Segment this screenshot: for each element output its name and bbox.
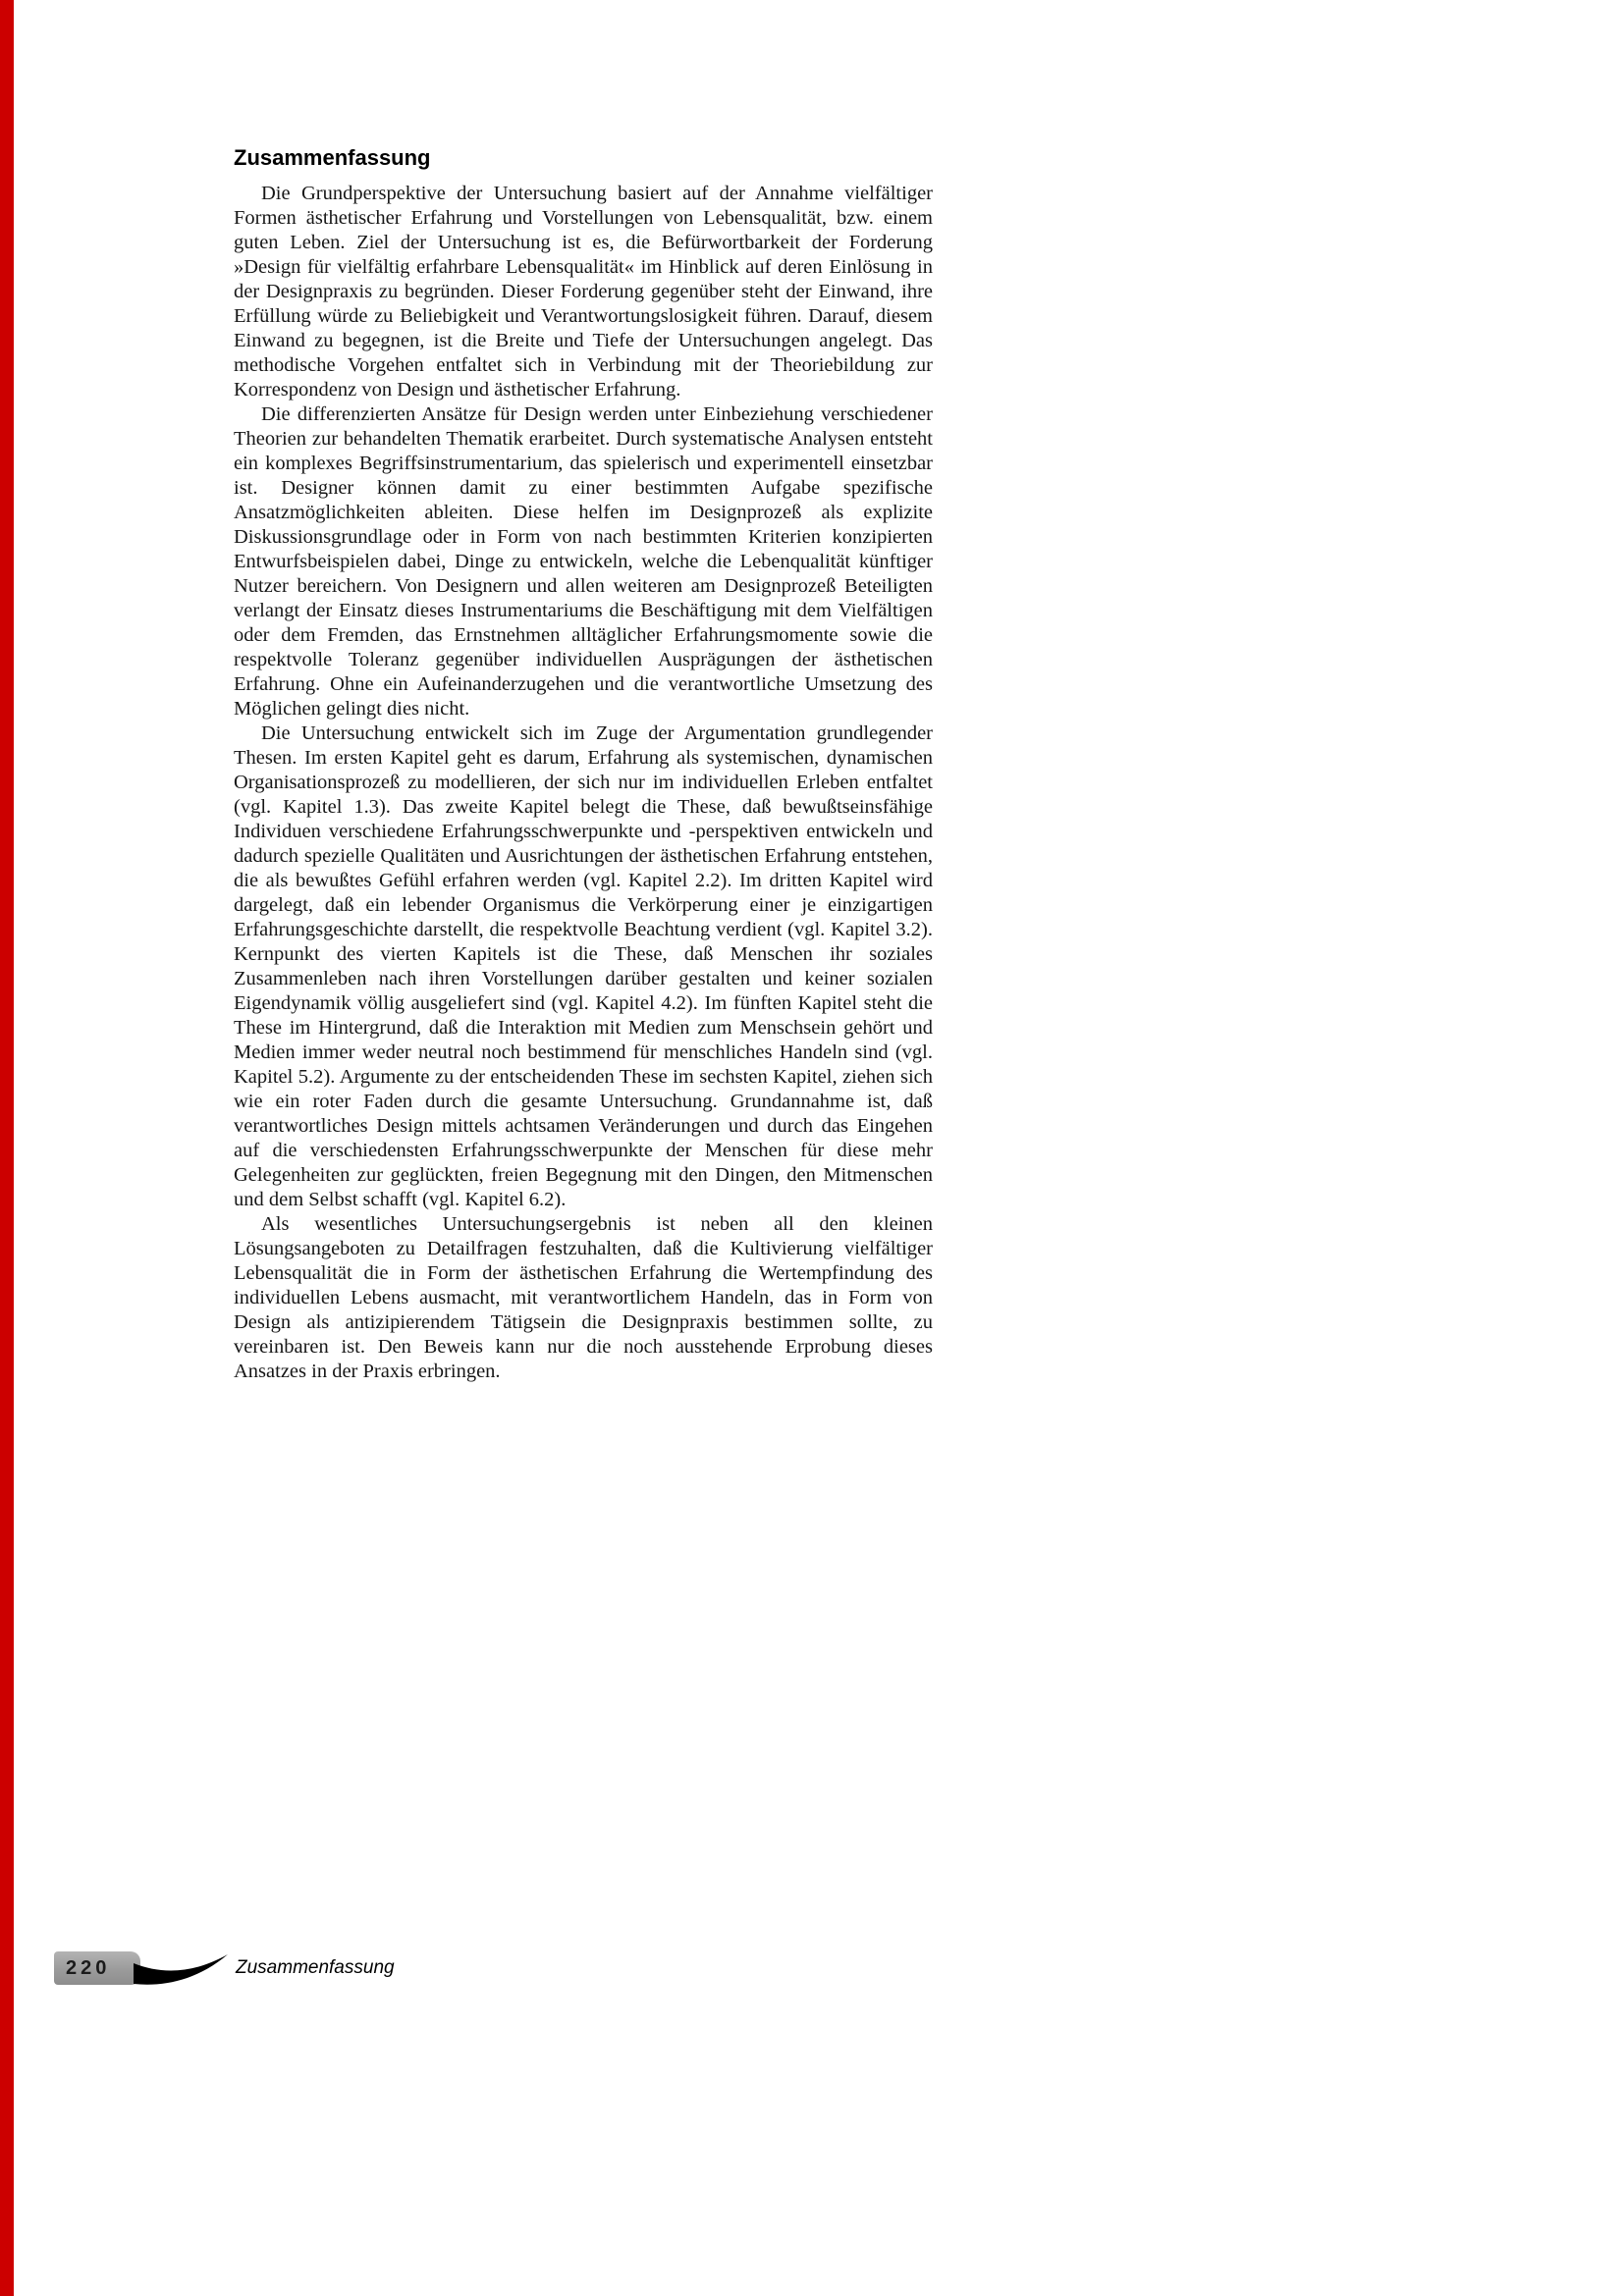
footer-swoosh-icon	[134, 1949, 230, 1989]
body-paragraph: Die Grundperspektive der Untersuchung basiert auf der Annahme vielfältiger Formen ästhetischer Erfahrung und Vorstellungen von Lebensqualität, bzw. einem guten Leben. Ziel der Untersuchung ist es, die Befürwortbarkeit der Forderung »Design für vielfältig erfahrbare Lebensqualität« im Hinblick auf deren Einlösung in der Designpraxis zu begründen. Dieser Forderung gegenüber steht der Einwand, ihre Erfüllung würde zu Beliebigkeit und Verantwortungslosigkeit führen. Darauf, diesem Einwand zu begegnen, ist die Breite und Tiefe der Untersuchungen angelegt. Das methodische Vorgehen entfaltet sich in Verbindung mit der Theoriebildung zur Korrespondenz von Design und ästhetischer Erfahrung.	[234, 183, 933, 400]
summary-page-content	[234, 145, 933, 1384]
body-paragraph: Die differenzierten Ansätze für Design werden unter Einbeziehung verschiedener Theorien zur behandelten Thematik erarbeitet. Durch systematische Analysen entsteht ein komplexes Begriffsinstrumentarium, das spielerisch und experimentell einsetzbar ist. Designer können damit zu einer bestimmten Aufgabe spezifische Ansatzmöglichkeiten ableiten. Diese helfen im Designprozeß als explizite Diskussionsgrundlage oder in Form von nach bestimmten Kriterien konzipierten Entwurfsbeispielen dabei, Dinge zu entwickeln, welche die Lebenqualität künftiger Nutzer bereichern. Von Designern und allen weiteren am Designprozeß Beteiligten verlangt der Einsatz dieses Instrumentariums die Beschäftigung mit dem Vielfältigen oder dem Fremden, das Ernstnehmen alltäglicher Erfahrungsmomente sowie die respektvolle Toleranz gegenüber individuellen Ausprägungen der ästhetischen Erfahrung. Ohne ein Aufeinanderzugehen und die verantwortliche Umsetzung des Möglichen gelingt dies nicht.	[234, 403, 933, 720]
page-number-tab	[54, 1951, 140, 1985]
page-number: 220	[66, 1956, 111, 1979]
page-heading: Zusammenfassung	[234, 145, 431, 170]
footer-section-label: Zusammenfassung	[236, 1957, 395, 1978]
body-paragraph: Die Untersuchung entwickelt sich im Zuge der Argumentation grundlegender Thesen. Im ersten Kapitel geht es darum, Erfahrung als systemischen, dynamischen Organisationsprozeß zu modellieren, der sich nur im individuellen Erleben entfaltet (vgl. Kapitel 1.3). Das zweite Kapitel belegt die These, daß bewußtseinsfähige Individuen verschiedene Erfahrungsschwerpunkte und -perspektiven entwickeln und dadurch spezielle Qualitäten und Ausrichtungen der ästhetischen Erfahrung entstehen, die als bewußtes Gefühl erfahren werden (vgl. Kapitel 2.2). Im dritten Kapitel wird dargelegt, daß ein lebender Organismus die Verkörperung einer je einzigartigen Erfahrungsgeschichte darstellt, die respektvolle Beachtung verdient (vgl. Kapitel 3.2). Kernpunkt des vierten Kapitels ist die These, daß Menschen ihr soziales Zusammenleben nach ihren Vorstellungen darüber gestalten und keiner sozialen Eigendynamik völlig ausgeliefert sind (vgl. Kapitel 4.2). Im fünften Kapitel steht die These im Hintergrund, daß die Interaktion mit Medien zum Menschsein gehört und Medien immer weder neutral noch bestimmend für menschliches Handeln sind (vgl. Kapitel 5.2). Argumente zu der entscheidenden These im sechsten Kapitel, ziehen sich wie ein roter Faden durch die gesamte Untersuchung. Grundannahme ist, daß verantwortliches Design mittels achtsamen Veränderungen und durch das Eingehen auf die verschiedensten Erfahrungsschwerpunkte der Menschen für diese mehr Gelegenheiten zur geglückten, freien Begegnung mit den Dingen, den Mitmenschen und dem Selbst schafft (vgl. Kapitel 6.2).	[234, 722, 933, 1210]
page-footer	[0, 1948, 1623, 1991]
body-paragraph: Als wesentliches Untersuchungsergebnis ist neben all den kleinen Lösungsangeboten zu Detailfragen festzuhalten, daß die Kultivierung vielfältiger Lebensqualität die in Form der ästhetischen Erfahrung die Wertempfindung des individuellen Lebens ausmacht, mit verantwortlichem Handeln, das in Form von Design als antizipierendem Tätigsein die Designpraxis bestimmen sollte, zu vereinbaren ist. Den Beweis kann nur die noch ausstehende Erprobung dieses Ansatzes in der Praxis erbringen.	[234, 1213, 933, 1382]
